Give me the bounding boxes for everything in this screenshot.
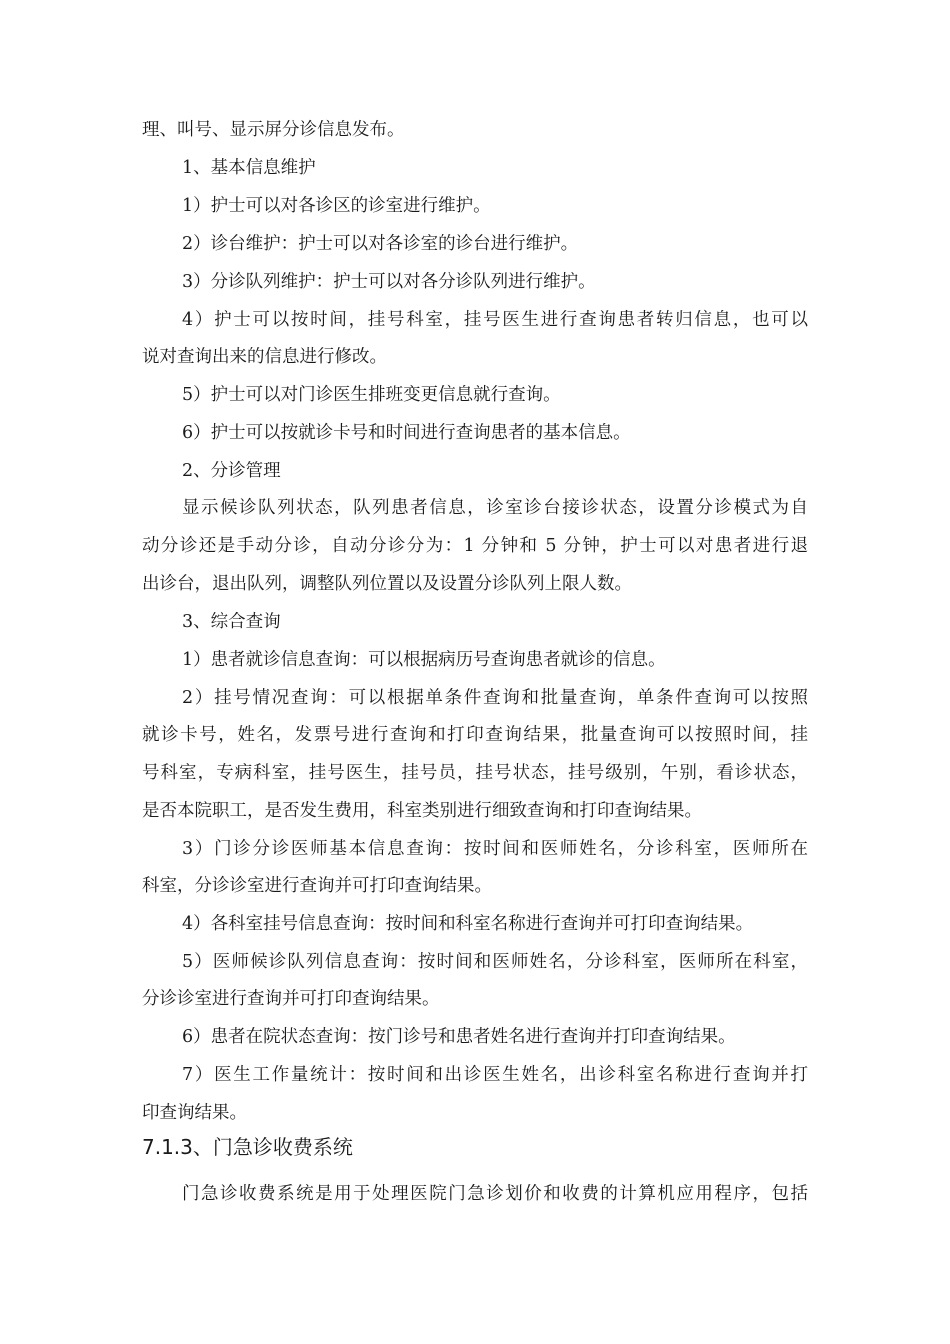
section-title: 2、分诊管理	[182, 461, 281, 481]
text-line: 是否本院职工，是否发生费用，科室类别进行细致查询和打印查询结果。	[142, 801, 702, 821]
text-line: 5）医师候诊队列信息查询：按时间和医师姓名，分诊科室，医师所在科室，	[182, 952, 808, 972]
text-line: 2）挂号情况查询：可以根据单条件查询和批量查询，单条件查询可以按照	[182, 688, 808, 708]
text-line: 理、叫号、显示屏分诊信息发布。	[142, 120, 405, 140]
text-line: 就诊卡号，姓名，发票号进行查询和打印查询结果，批量查询可以按照时间，挂	[142, 725, 808, 745]
text-line: 科室，分诊诊室进行查询并可打印查询结果。	[142, 876, 492, 896]
text-line: 1）护士可以对各诊区的诊室进行维护。	[182, 196, 491, 216]
section-title: 3、综合查询	[182, 612, 281, 632]
text-line: 3）分诊队列维护：护士可以对各分诊队列进行维护。	[182, 272, 596, 292]
text-line: 显示候诊队列状态，队列患者信息，诊室诊台接诊状态，设置分诊模式为自	[182, 498, 808, 518]
text-line: 6）护士可以按就诊卡号和时间进行查询患者的基本信息。	[182, 423, 631, 443]
text-line: 3）门诊分诊医师基本信息查询：按时间和医师姓名，分诊科室，医师所在	[182, 839, 808, 859]
text-line: 5）护士可以对门诊医生排班变更信息就行查询。	[182, 385, 561, 405]
text-line: 号科室，专病科室，挂号医生，挂号员，挂号状态，挂号级别，午别，看诊状态，	[142, 763, 808, 783]
text-line: 4）各科室挂号信息查询：按时间和科室名称进行查询并可打印查询结果。	[182, 914, 754, 934]
text-line: 印查询结果。	[142, 1103, 247, 1123]
text-line: 出诊台，退出队列，调整队列位置以及设置分诊队列上限人数。	[142, 574, 632, 594]
text-line: 6）患者在院状态查询：按门诊号和患者姓名进行查询并打印查询结果。	[182, 1027, 736, 1047]
section-title: 1、基本信息维护	[182, 158, 316, 178]
text-line: 7）医生工作量统计：按时间和出诊医生姓名，出诊科室名称进行查询并打	[182, 1065, 808, 1085]
text-line: 门急诊收费系统是用于处理医院门急诊划价和收费的计算机应用程序，包括	[182, 1184, 808, 1204]
text-line: 说对查询出来的信息进行修改。	[142, 347, 387, 367]
text-line: 2）诊台维护：护士可以对各诊室的诊台进行维护。	[182, 234, 579, 254]
text-line: 1）患者就诊信息查询：可以根据病历号查询患者就诊的信息。	[182, 650, 666, 670]
section-heading: 7.1.3、门急诊收费系统	[142, 1135, 353, 1159]
text-line: 动分诊还是手动分诊，自动分诊分为：1 分钟和 5 分钟，护士可以对患者进行退	[142, 536, 808, 556]
text-line: 4）护士可以按时间，挂号科室，挂号医生进行查询患者转归信息，也可以	[182, 310, 808, 330]
text-line: 分诊诊室进行查询并可打印查询结果。	[142, 989, 440, 1009]
